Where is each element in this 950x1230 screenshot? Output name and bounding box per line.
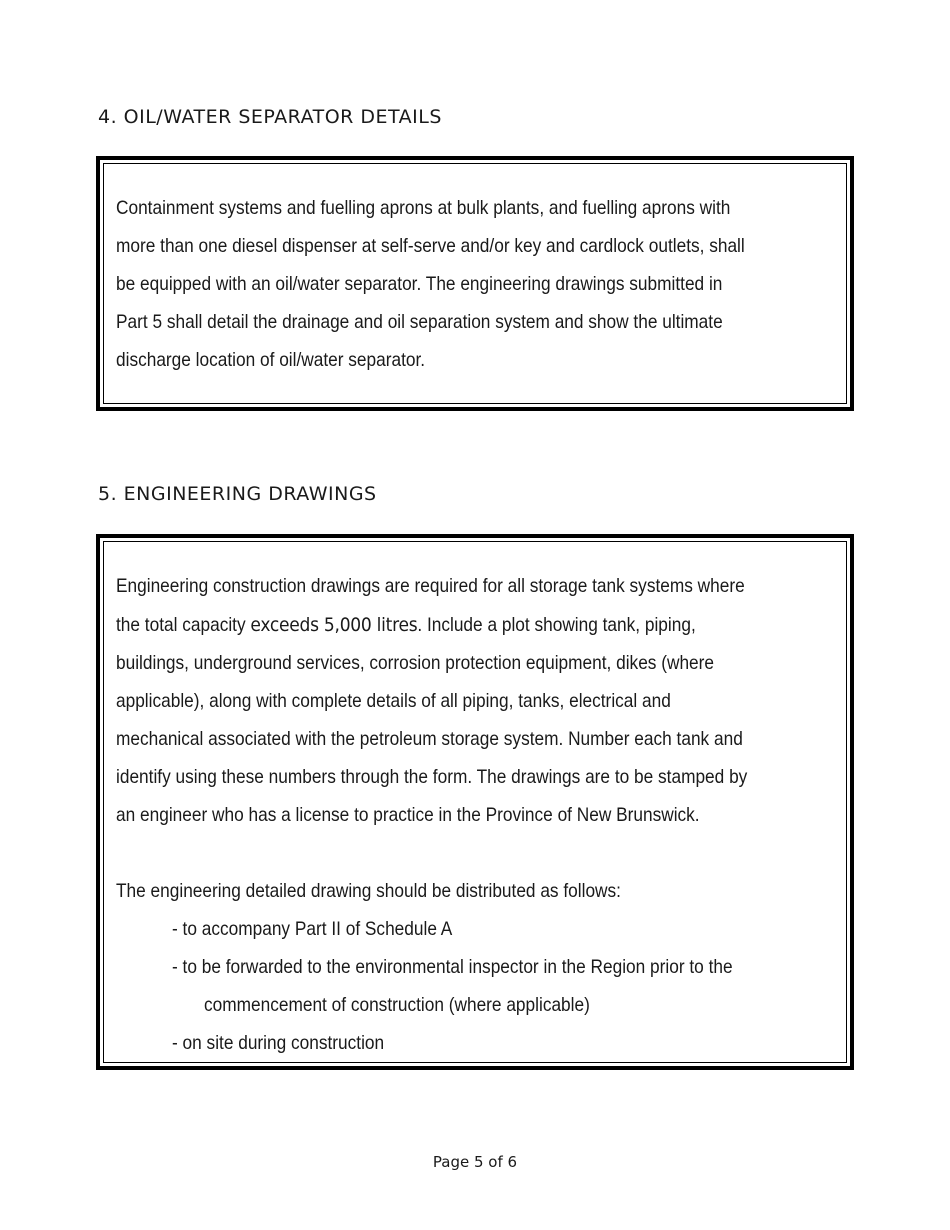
distribution-item-continued: commencement of construction (where applicable): [204, 995, 590, 1016]
distribution-item: - to accompany Part II of Schedule A: [172, 919, 453, 940]
page-number: Page 5 of 6: [432, 1153, 518, 1171]
engineering-drawings-box: [96, 534, 854, 1070]
section-4-heading: 4. OIL/WATER SEPARATOR DETAILS: [98, 106, 442, 128]
section-4-line: discharge location of oil/water separator.: [116, 350, 426, 371]
section-5-heading: 5. ENGINEERING DRAWINGS: [98, 483, 377, 505]
line-text: the total capacity: [116, 615, 251, 636]
section-4-line: more than one diesel dispenser at self-serve and/or key and cardlock outlets, shall: [116, 236, 745, 257]
section-4-line: Containment systems and fuelling aprons at bulk plants, and fuelling aprons with: [116, 198, 731, 219]
distribution-item: - to be forwarded to the environmental inspector in the Region prior to the: [172, 957, 733, 978]
section-5-line: Engineering construction drawings are required for all storage tank systems where: [116, 576, 745, 597]
section-5-line: identify using these numbers through the form. The drawings are to be stamped by: [116, 767, 748, 788]
section-4-line: Part 5 shall detail the drainage and oil separation system and show the ultimate: [116, 312, 723, 333]
section-5-body: [116, 568, 836, 1063]
section-5-line: buildings, underground services, corrosion protection equipment, dikes (where: [116, 653, 715, 674]
section-5-line: applicable), along with complete details of all piping, tanks, electrical and: [116, 691, 671, 712]
section-5-line: [116, 606, 696, 645]
spacer: [116, 835, 836, 873]
distribution-item: - on site during construction: [172, 1033, 385, 1054]
section-5-line: mechanical associated with the petroleum storage system. Number each tank and: [116, 729, 743, 750]
line-text: . Include a plot showing tank, piping,: [417, 615, 696, 636]
distribution-intro: The engineering detailed drawing should be distributed as follows:: [116, 881, 621, 902]
section-4-line: be equipped with an oil/water separator. The engineering drawings submitted in: [116, 274, 723, 295]
capacity-emphasis: exceeds 5,000 litres: [250, 614, 418, 636]
section-4-body: [116, 190, 836, 380]
section-5-line: an engineer who has a license to practice in the Province of New Brunswick.: [116, 805, 700, 826]
oil-water-separator-box: [96, 156, 854, 411]
